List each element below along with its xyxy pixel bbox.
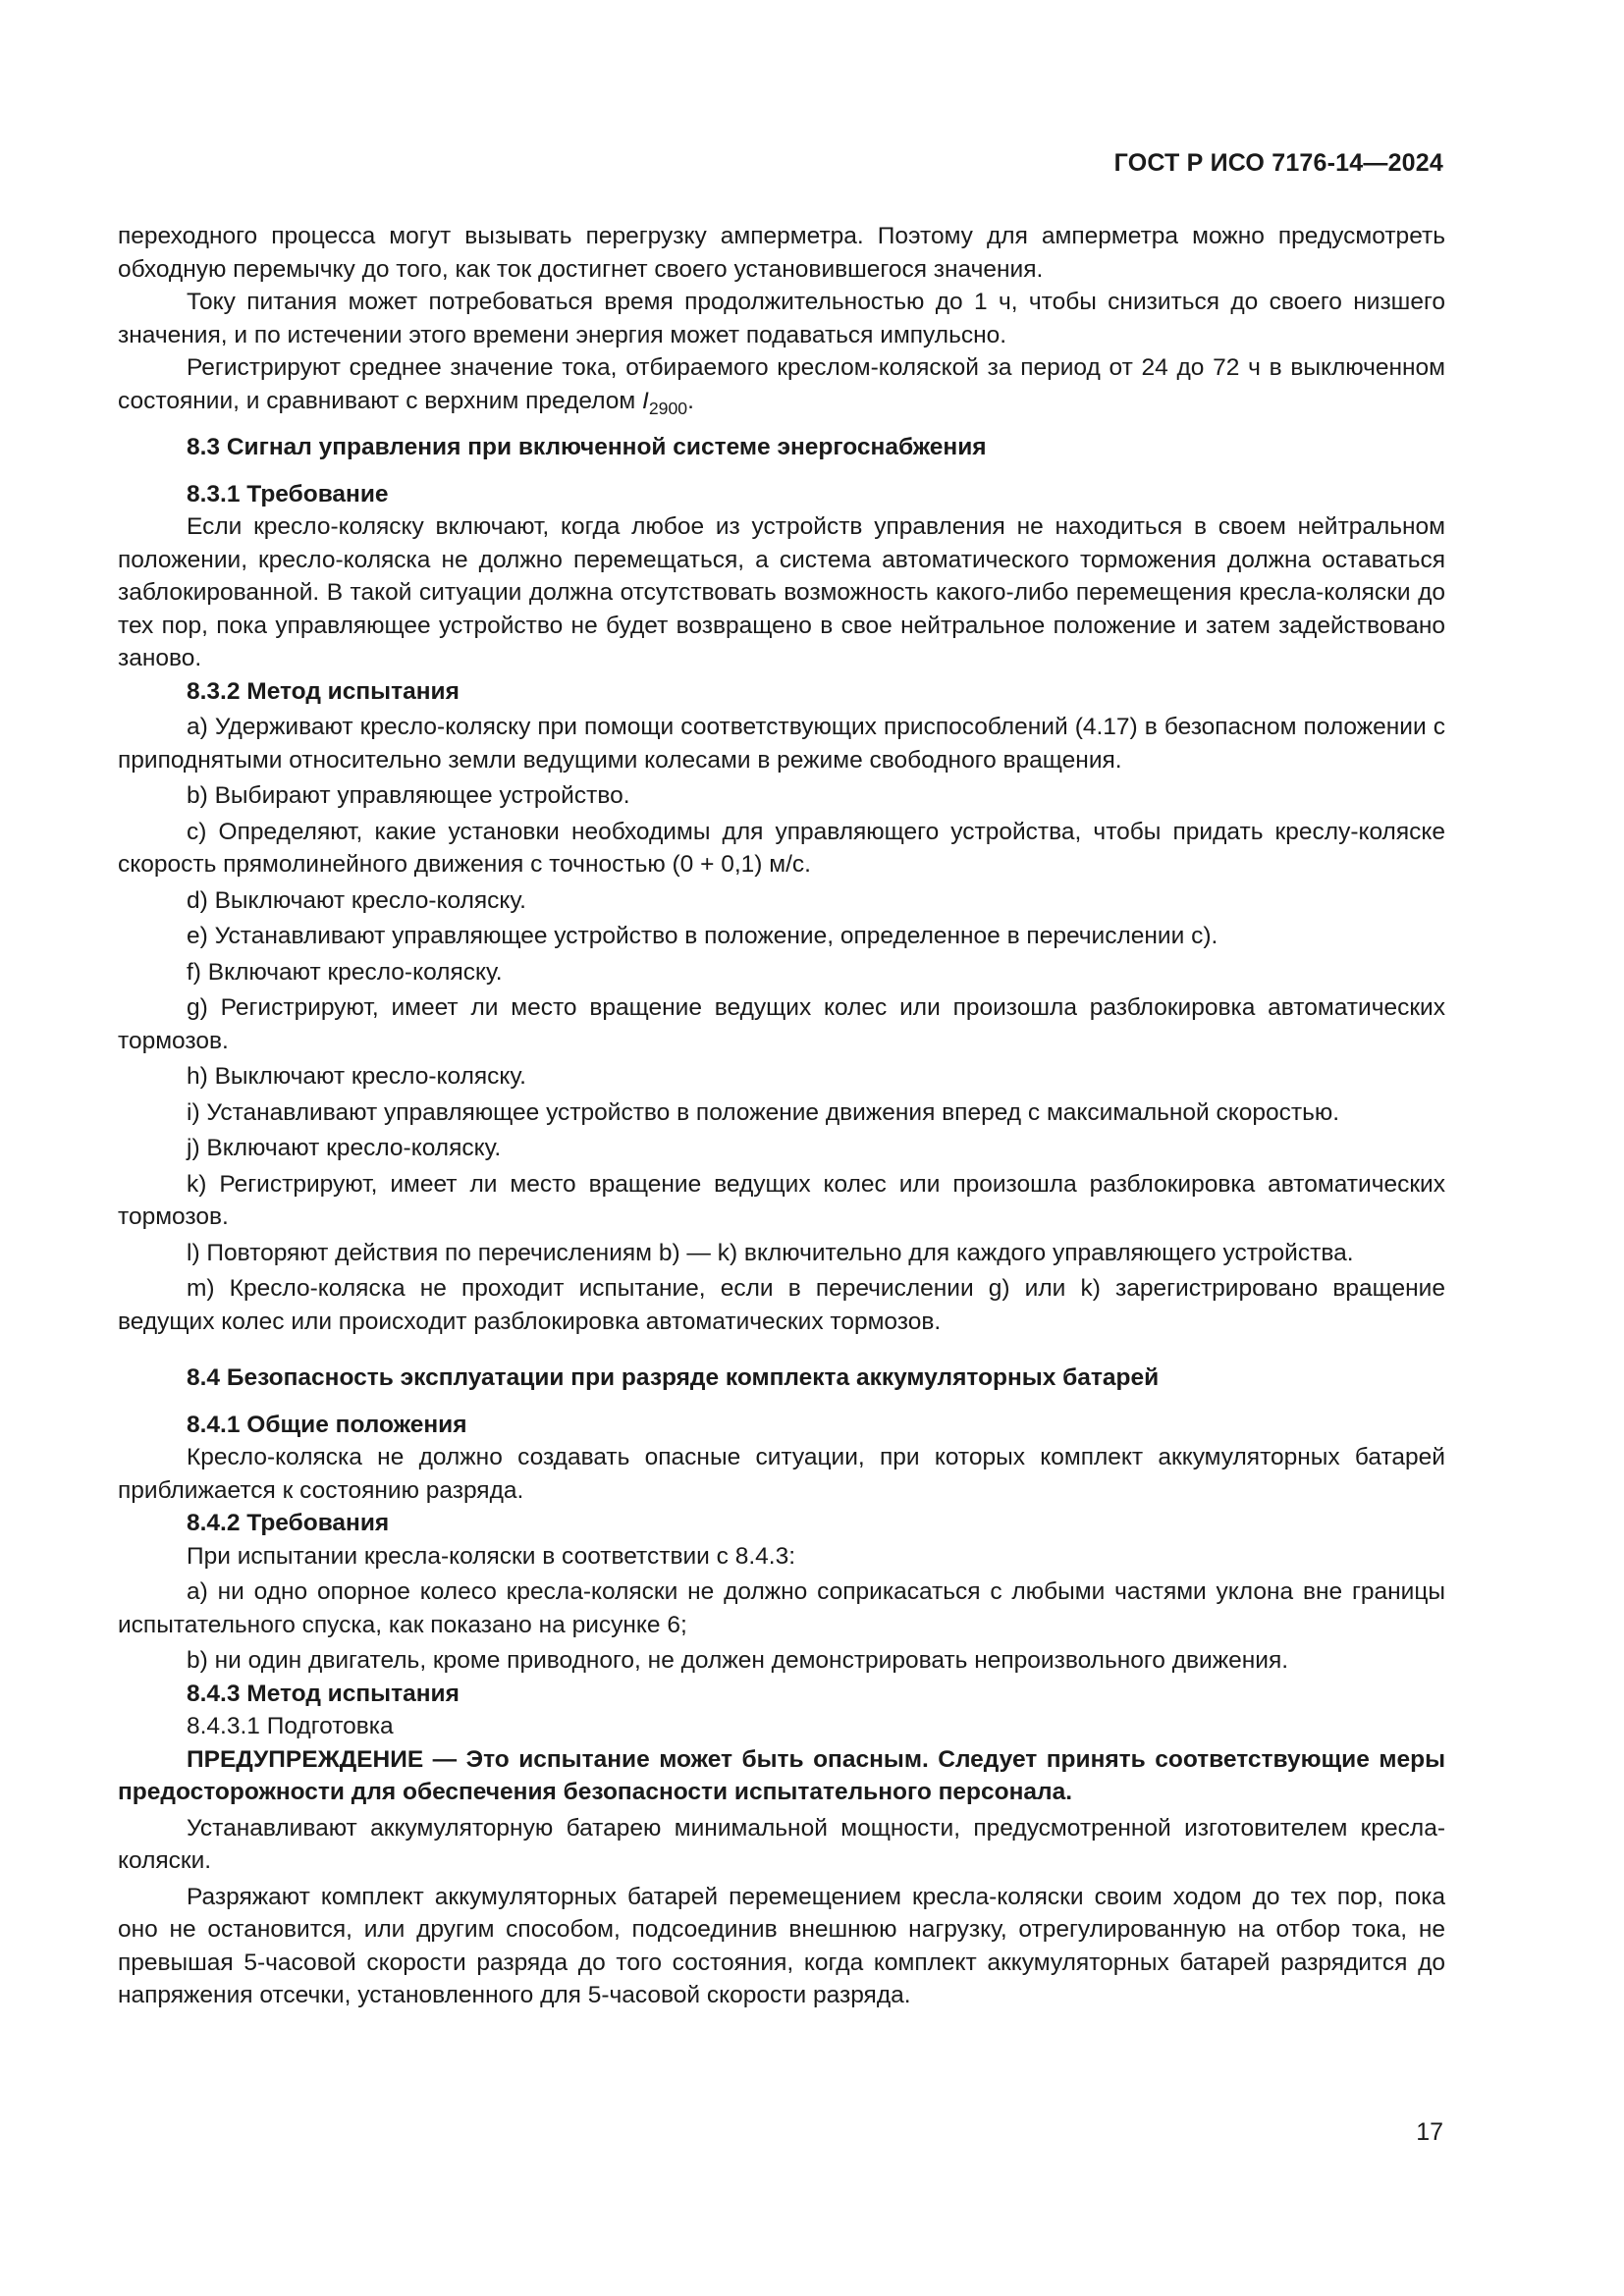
- current-subscript: 2900: [648, 398, 688, 418]
- paragraph: При испытании кресла-коляски в соответствии с 8.4.3:: [187, 1542, 796, 1570]
- paragraph: Устанавливают аккумуляторную батарею минимальной мощности, предусмотренной изготовителем кресла-коляски.: [118, 1814, 1445, 1874]
- current-variable: I: [642, 387, 649, 414]
- paragraph: Кресло-коляска не должно создавать опасные ситуации, при которых комплект аккумуляторных батарей приближается к состоянию разряда.: [118, 1444, 1445, 1504]
- subsection-heading-8-3-1: 8.3.1 Требование: [187, 480, 389, 507]
- period: .: [687, 387, 694, 414]
- clause-heading-8-4-3-1: 8.4.3.1 Подготовка: [187, 1713, 394, 1739]
- page-content: [118, 220, 1445, 2012]
- list-item: j) Включают кресло-коляску.: [187, 1135, 502, 1161]
- warning-paragraph: ПРЕДУПРЕЖДЕНИЕ — Это испытание может быть опасным. Следует принять соответствующие меры предосторожности для обеспечения безопасности испытательного персонала.: [118, 1745, 1445, 1805]
- section-heading-8-4: 8.4 Безопасность эксплуатации при разряде комплекта аккумуляторных батарей: [187, 1364, 1160, 1391]
- list-item: h) Выключают кресло-коляску.: [187, 1063, 526, 1090]
- subsection-heading-8-3-2: 8.3.2 Метод испытания: [187, 677, 460, 705]
- list-item: b) Выбирают управляющее устройство.: [187, 782, 630, 809]
- list-item: a) ни одно опорное колесо кресла-коляски не должно соприкасаться с любыми частями уклона вне границы испытательного спуска, как показано на рисунке 6;: [118, 1578, 1445, 1638]
- paragraph-text: Регистрируют среднее значение тока, отбираемого креслом-коляской за период от 24 до 72 ч в выключенном состоянии, и сравнивают с верхним пределом: [118, 354, 1445, 414]
- subsection-heading-8-4-3: 8.4.3 Метод испытания: [187, 1680, 460, 1707]
- paragraph: [118, 351, 1445, 417]
- paragraph: переходного процесса могут вызывать перегрузку амперметра. Поэтому для амперметра можно предусмотреть обходную перемычку до того, как ток достигнет своего установившегося значения.: [118, 223, 1445, 283]
- list-item: k) Регистрируют, имеет ли место вращение ведущих колес или произошла разблокировка автоматических тормозов.: [118, 1170, 1445, 1230]
- list-item: m) Кресло-коляска не проходит испытание, если в перечислении g) или k) зарегистрировано вращение ведущих колес или происходит разблокировка автоматических тормозов.: [118, 1275, 1445, 1335]
- list-item: c) Определяют, какие установки необходимы для управляющего устройства, чтобы придать креслу-коляске скорость прямолинейного движения с точностью (0 + 0,1) м/с.: [118, 818, 1445, 878]
- list-item: g) Регистрируют, имеет ли место вращение ведущих колес или произошла разблокировка автоматических тормозов.: [118, 994, 1445, 1054]
- list-item: l) Повторяют действия по перечислениям b) — k) включительно для каждого управляющего устройства.: [187, 1239, 1354, 1266]
- paragraph: Разряжают комплект аккумуляторных батарей перемещением кресла-коляски своим ходом до тех пор, пока оно не остановится, или другим способом, подсоединив внешнюю нагрузку, отрегулированную на отбор тока, не превышая 5-часовой скорости разряда до того состояния, когда комплект аккумуляторных батарей разрядится до напряжения отсечки, установленного для 5-часовой скорости разряда.: [118, 1883, 1445, 2008]
- document-code-header: ГОСТ Р ИСО 7176-14—2024: [1113, 149, 1443, 177]
- list-item: a) Удерживают кресло-коляску при помощи соответствующих приспособлений (4.17) в безопасном положении с приподнятыми относительно земли ведущими колесами в режиме свободного вращения.: [118, 714, 1445, 774]
- page-number: 17: [1416, 2118, 1443, 2146]
- list-item: e) Устанавливают управляющее устройство в положение, определенное в перечислении c).: [187, 923, 1218, 949]
- subsection-heading-8-4-1: 8.4.1 Общие положения: [187, 1411, 467, 1438]
- list-item: d) Выключают кресло-коляску.: [187, 886, 526, 914]
- paragraph: Току питания может потребоваться время продолжительностью до 1 ч, чтобы снизиться до своего низшего значения, и по истечении этого времени энергия может подаваться импульсно.: [118, 289, 1445, 348]
- list-item: i) Устанавливают управляющее устройство в положение движения вперед с максимальной скоростью.: [187, 1098, 1340, 1126]
- list-item: f) Включают кресло-коляску.: [187, 958, 503, 986]
- section-heading-8-3: 8.3 Сигнал управления при включенной системе энергоснабжения: [187, 434, 987, 460]
- subsection-heading-8-4-2: 8.4.2 Требования: [187, 1510, 390, 1536]
- list-item: b) ни один двигатель, кроме приводного, не должен демонстрировать непроизвольного движения.: [187, 1647, 1289, 1674]
- paragraph: Если кресло-коляску включают, когда любое из устройств управления не находиться в своем нейтральном положении, кресло-коляска не должно перемещаться, а система автоматического торможения должна оставаться заблокированной. В такой ситуации должна отсутствовать возможность какого-либо перемещения кресла-коляски до тех пор, пока управляющее устройство не будет возвращено в свое нейтральное положение и затем задействовано заново.: [118, 513, 1445, 671]
